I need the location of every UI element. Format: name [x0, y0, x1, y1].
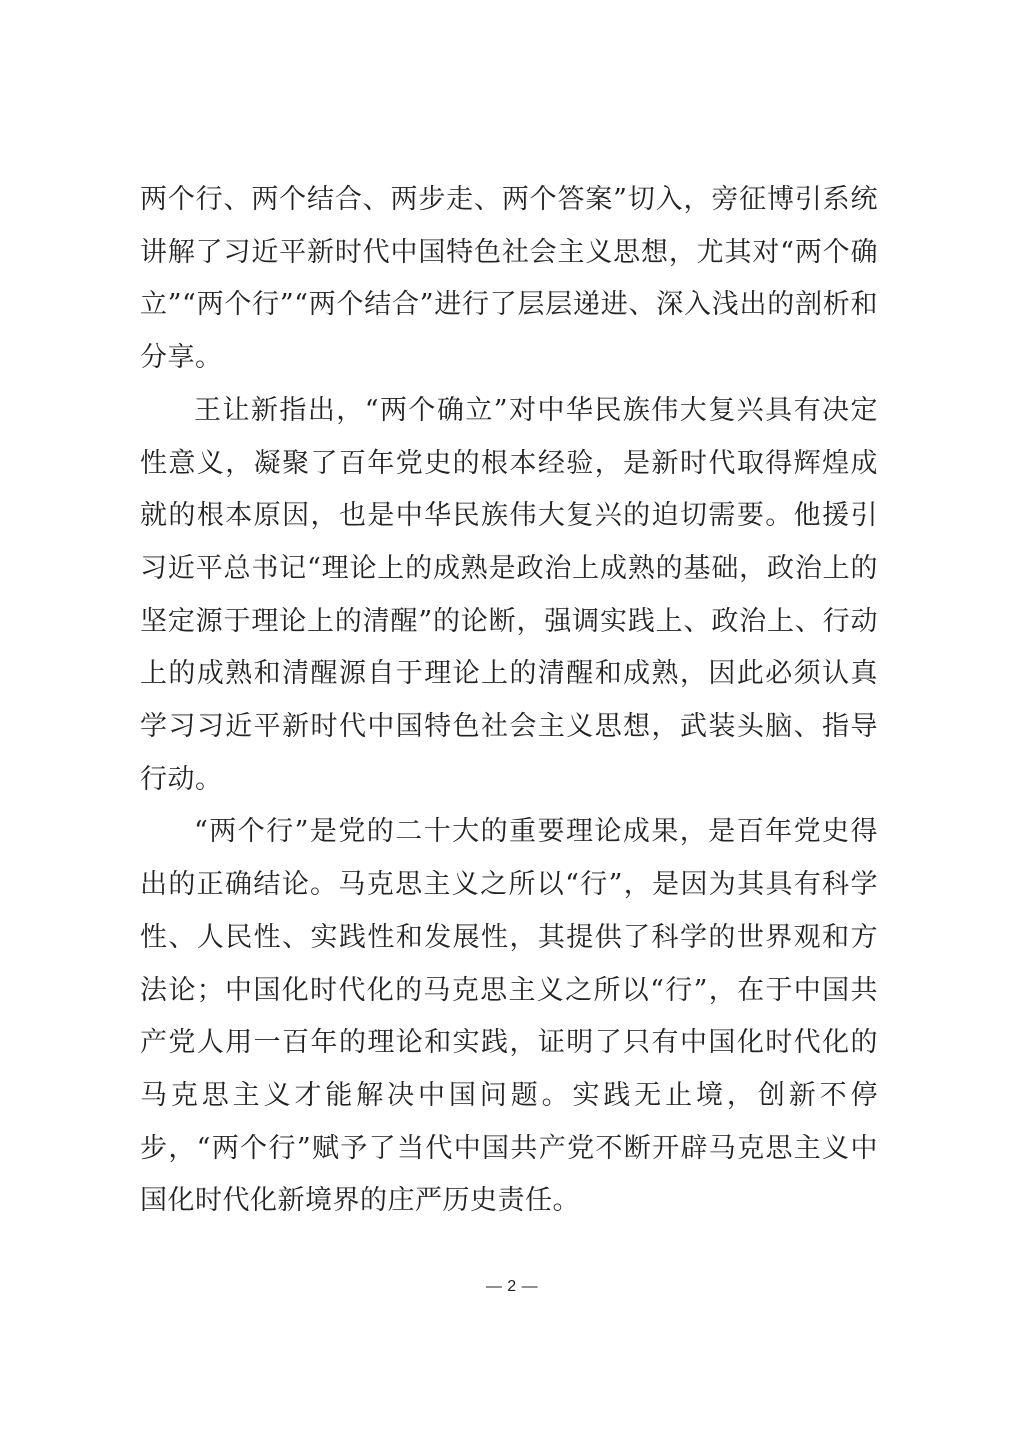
- page-number: — 2 —: [485, 1278, 539, 1295]
- paragraph-two-works: “两个行”是党的二十大的重要理论成果，是百年党史得出的正确结论。马克思主义之所以“行”，是因为其具有科学性、人民性、实践性和发展性，其提供了科学的世界观和方法论；中国化时代化的马克思主义之所以“行”，在于中国共产党人用一百年的理论和实践，证明了只有中国化时代化的马克思主义才能解决中国问题。实践无止境，创新不停步，“两个行”赋予了当代中国共产党不断开辟马克思主义中国化时代化新境界的庄严历史责任。: [140, 816, 878, 1217]
- paragraph-continuation: 两个行、两个结合、两步走、两个答案”切入，旁征博引系统讲解了习近平新时代中国特色社会主义思想，尤其对“两个确立”“两个行”“两个结合”进行了层层递进、深入浅出的剖析和分享。: [140, 184, 878, 374]
- paragraph-two-establishments: 王让新指出，“两个确立”对中华民族伟大复兴具有决定性意义，凝聚了百年党史的根本经验，是新时代取得辉煌成就的根本原因，也是中华民族伟大复兴的迫切需要。他援引习近平总书记“理论上的成熟是政治上成熟的基础，政治上的坚定源于理论上的清醒”的论断，强调实践上、政治上、行动上的成熟和清醒源自于理论上的清醒和成熟，因此必须认真学习习近平新时代中国特色社会主义思想，武装头脑、指导行动。: [140, 394, 878, 795]
- document-body: [140, 174, 878, 1228]
